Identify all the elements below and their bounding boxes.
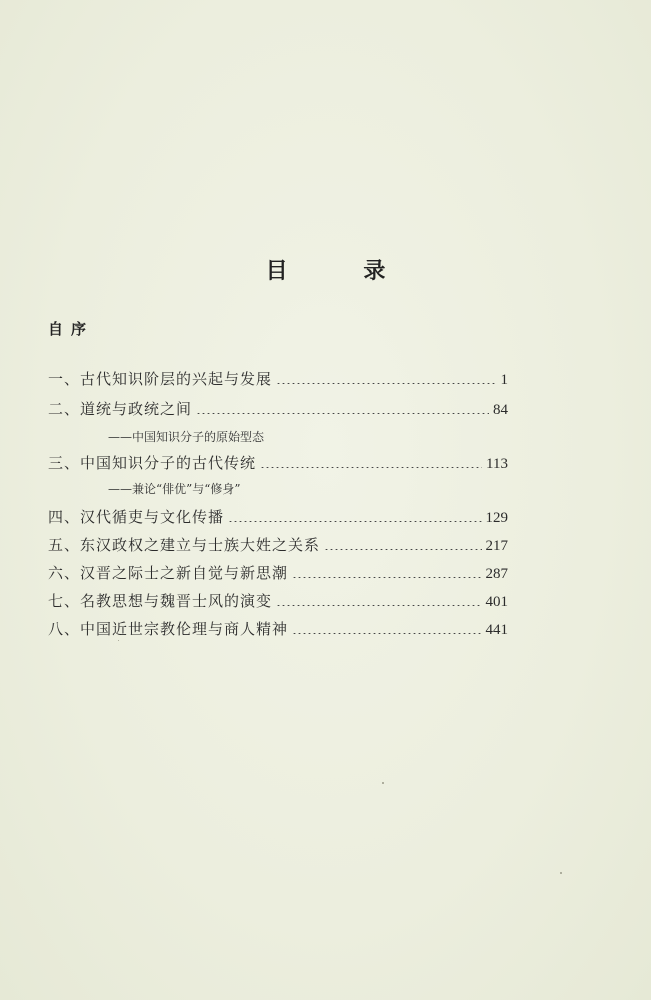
leader-dots bbox=[292, 633, 481, 634]
toc-entry-label: 七、名教思想与魏晋士风的演变 bbox=[48, 592, 273, 610]
toc-entry-7 bbox=[48, 590, 508, 612]
toc-page-number: 84 bbox=[493, 402, 508, 418]
leader-dots bbox=[324, 549, 481, 550]
toc-entry-label: 三、中国知识分子的古代传统 bbox=[48, 454, 257, 472]
toc-entry-label: 一、古代知识阶层的兴起与发展 bbox=[48, 370, 273, 388]
page-title: 目 录 bbox=[265, 259, 420, 284]
toc-entry-label: 八、中国近世宗教伦理与商人精神 bbox=[48, 620, 289, 638]
toc-entry-4 bbox=[48, 506, 508, 528]
leader-dots bbox=[260, 467, 482, 468]
toc-entry-3 bbox=[48, 452, 508, 474]
toc-entry-label: 四、汉代循吏与文化传播 bbox=[48, 508, 225, 526]
toc-page-number: 113 bbox=[486, 456, 508, 472]
toc-page-number: 441 bbox=[485, 622, 508, 638]
scan-speck bbox=[118, 640, 119, 641]
preface-heading: 自序 bbox=[48, 320, 95, 338]
leader-dots bbox=[276, 383, 496, 384]
toc-page-number: 1 bbox=[500, 372, 508, 388]
toc-entry-1 bbox=[48, 368, 508, 390]
toc-entry-label: 六、汉晋之际士之新自觉与新思潮 bbox=[48, 564, 289, 582]
toc-page-number: 401 bbox=[485, 594, 508, 610]
leader-dots bbox=[276, 605, 481, 606]
leader-dots bbox=[228, 521, 481, 522]
toc-subtitle-2: ——兼论“俳优”与“修身” bbox=[108, 482, 241, 496]
toc-entry-label: 五、东汉政权之建立与士族大姓之关系 bbox=[48, 536, 321, 554]
scan-speck bbox=[560, 872, 562, 874]
toc-entry-2 bbox=[48, 398, 508, 420]
toc-page-number: 129 bbox=[485, 510, 508, 526]
toc-entry-label: 二、道统与政统之间 bbox=[48, 400, 193, 418]
toc-page-number: 217 bbox=[485, 538, 508, 554]
leader-dots bbox=[292, 577, 481, 578]
toc-entry-5 bbox=[48, 534, 508, 556]
toc-entry-6 bbox=[48, 562, 508, 584]
toc-page-number: 287 bbox=[485, 566, 508, 582]
leader-dots bbox=[196, 413, 489, 414]
toc-subtitle-1: ——中国知识分子的原始型态 bbox=[108, 430, 265, 444]
toc-entry-8 bbox=[48, 618, 508, 640]
scan-speck bbox=[382, 782, 384, 784]
